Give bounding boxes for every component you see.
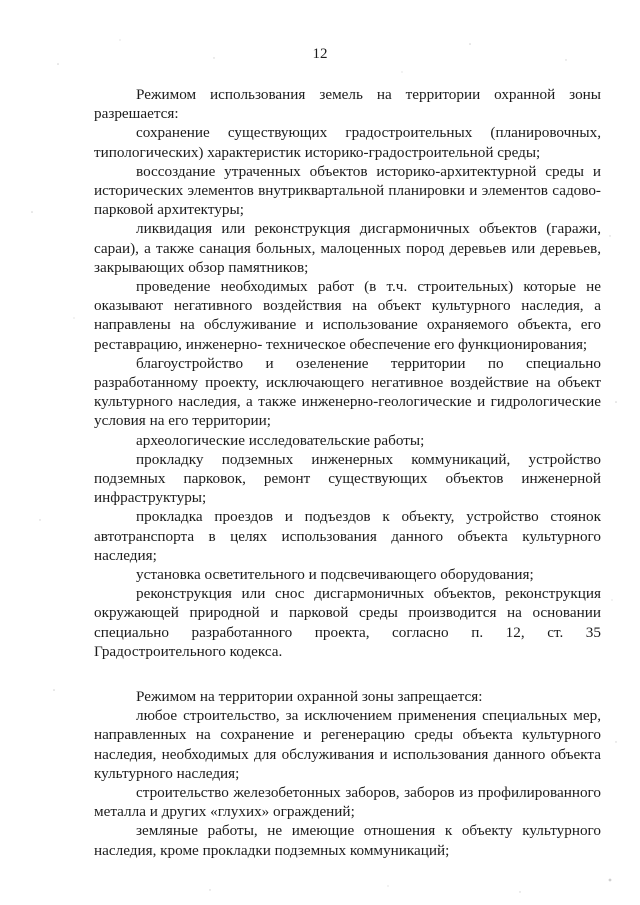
allowed-item: ликвидация или реконструкция дисгармоничных объектов (гаражи, сараи), а также санация больных, малоценных пород деревьев или деревьев, закрывающих обзор памятников; <box>94 220 601 276</box>
allowed-item: археологические исследовательские работы; <box>136 431 425 449</box>
forbidden-regime-heading: Режимом на территории охранной зоны запрещается: <box>136 688 483 705</box>
page-number: 12 <box>312 46 328 62</box>
allowed-item: сохранение существующих градостроительных (планировочных, типологических) характеристик историко-градостроительной среды; <box>94 124 601 161</box>
allowed-item: проведение необходимых работ (в т.ч. строительных) которые не оказывают негативного воздействия на объект культурного наследия, а направлены на обслуживание и использование охраняемого объекта, его реставрацию, инженерно- техническое обеспечение его функционирования; <box>94 278 601 353</box>
allowed-item: прокладка проездов и подъездов к объекту, устройство стоянок автотранспорта в целях использования данного объекта культурного наследия; <box>94 508 601 564</box>
allowed-item: прокладку подземных инженерных коммуникаций, устройство подземных парковок, ремонт существующих объектов инженерной инфраструктуры; <box>94 450 601 507</box>
allowed-item: реконструкция или снос дисгармоничных объектов, реконструкция окружающей природной и парковой среды производится на основании специально разработанного проекта, согласно п. 12, ст. 35 Градостроительного кодекса. <box>94 585 601 660</box>
forbidden-regime-section <box>94 687 601 860</box>
forbidden-item: любое строительство, за исключением применения специальных мер, направленных на сохранение и регенерацию среды объекта культурного наследия, необходимых для обслуживания и использования данного объекта культурного наследия; <box>94 707 601 782</box>
forbidden-item: строительство железобетонных заборов, заборов из профилированного металла и других «глухих» ограждений; <box>94 784 601 821</box>
allowed-item: благоустройство и озеленение территории по специально разработанному проекту, исключающего негативное воздействие на объект культурного наследия, а также инженерно-геологические и гидрологические условия на его территории; <box>94 354 601 430</box>
forbidden-item: земляные работы, не имеющие отношения к объекту культурного наследия, кроме прокладки подземных коммуникаций; <box>94 822 601 859</box>
allowed-regime-section <box>94 85 601 661</box>
allowed-regime-heading: Режимом использования земель на территории охранной зоны разрешается: <box>94 86 601 123</box>
allowed-item: воссоздание утраченных объектов историко-архитектурной среды и исторических элементов внутриквартальной планировки и элементов садово-парковой архитектуры; <box>94 162 601 219</box>
allowed-item: установка осветительного и подсвечивающего оборудования; <box>136 566 534 584</box>
